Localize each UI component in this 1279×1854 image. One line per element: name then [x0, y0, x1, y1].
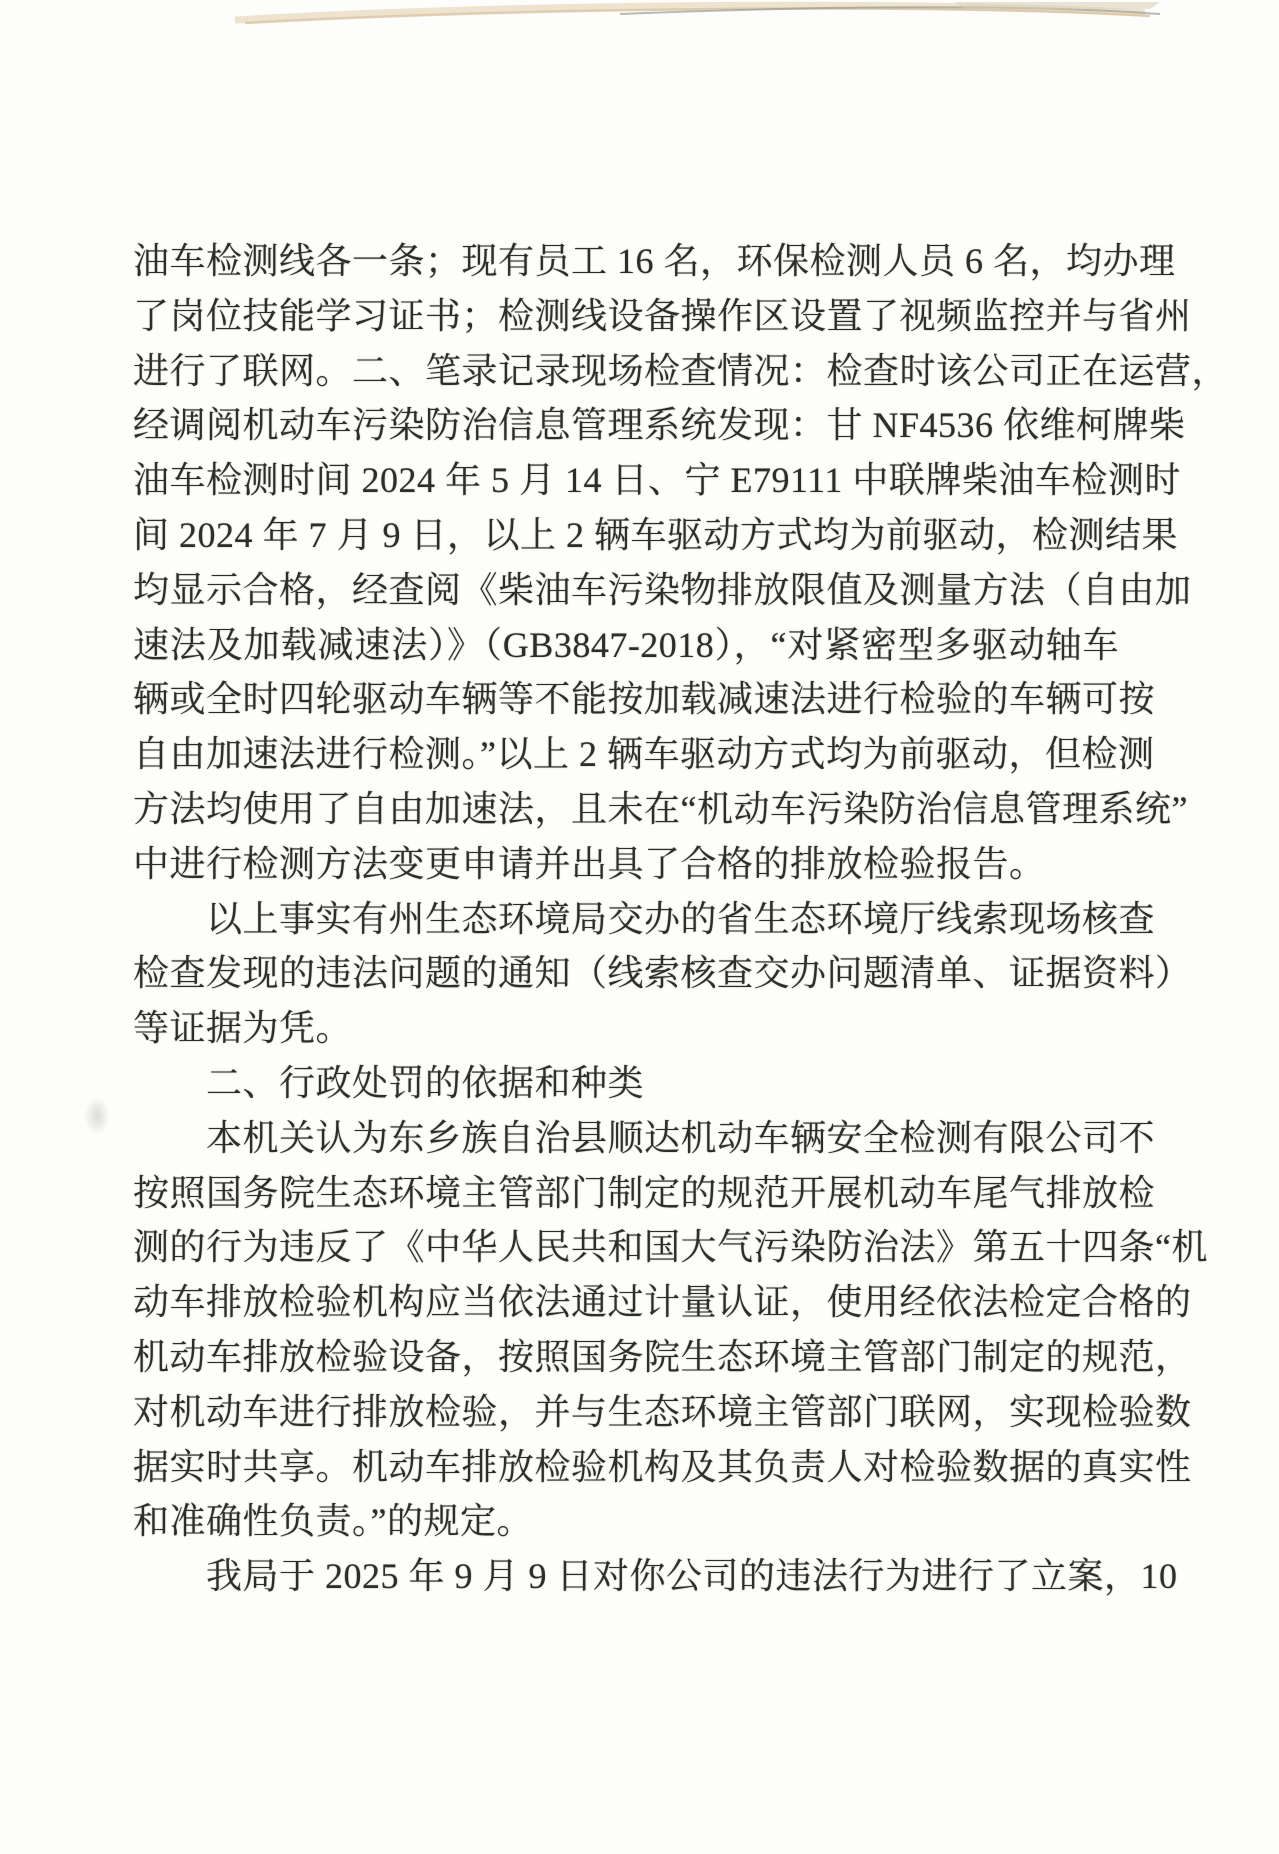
scan-speck — [84, 1096, 110, 1136]
text-line: 对机动车进行排放检验，并与生态环境主管部门联网，实现检验数 — [133, 1391, 1192, 1432]
text-line: 和准确性负责。”的规定。 — [133, 1501, 533, 1542]
text-line: 检查发现的违法问题的通知（线索核查交办问题清单、证据资料） — [133, 953, 1192, 994]
text-line: 辆或全时四轮驱动车辆等不能按加载减速法进行检验的车辆可按 — [133, 679, 1156, 720]
text-line: 间 2024 年 7 月 9 日，以上 2 辆车驱动方式均为前驱动，检测结果 — [133, 514, 1179, 555]
text-line: 按照国务院生态环境主管部门制定的规范开展机动车尾气排放检 — [133, 1172, 1156, 1213]
text-line: 我局于 2025 年 9 月 9 日对你公司的违法行为进行了立案，10 — [206, 1556, 1178, 1597]
text-line: 方法均使用了自由加速法，且未在“机动车污染防治信息管理系统” — [133, 788, 1188, 829]
text-line: 动车排放检验机构应当依法通过计量认证，使用经依法检定合格的 — [133, 1282, 1192, 1323]
text-line: 中进行检测方法变更申请并出具了合格的排放检验报告。 — [133, 843, 1046, 884]
text-line: 进行了联网。二、笔录记录现场检查情况：检查时该公司正在运营， — [133, 350, 1229, 391]
text-line: 等证据为凭。 — [133, 1008, 353, 1049]
text-line: 以上事实有州生态环境局交办的省生态环境厅线索现场核查 — [206, 898, 1156, 939]
text-line: 二、行政处罚的依据和种类 — [206, 1062, 645, 1103]
text-line: 测的行为违反了《中华人民共和国大气污染防治法》第五十四条“机 — [133, 1227, 1208, 1268]
text-line: 经调阅机动车污染防治信息管理系统发现：甘 NF4536 依维柯牌柴 — [133, 405, 1186, 446]
scan-edge-artifact — [0, 0, 1279, 48]
document-body — [133, 234, 1229, 1604]
text-line: 速法及加载减速法）》（GB3847-2018），“对紧密型多驱动轴车 — [133, 624, 1119, 665]
text-line: 机动车排放检验设备，按照国务院生态环境主管部门制定的规范， — [133, 1336, 1192, 1377]
text-line: 本机关认为东乡族自治县顺达机动车辆安全检测有限公司不 — [206, 1117, 1156, 1158]
text-line: 均显示合格，经查阅《柴油车污染物排放限值及测量方法（自由加 — [133, 569, 1192, 610]
text-line: 油车检测时间 2024 年 5 月 14 日、宁 E79111 中联牌柴油车检测时 — [133, 460, 1181, 501]
text-line: 据实时共享。机动车排放检验机构及其负责人对检验数据的真实性 — [133, 1446, 1192, 1487]
text-line: 自由加速法进行检测。”以上 2 辆车驱动方式均为前驱动，但检测 — [133, 734, 1155, 775]
text-line: 了岗位技能学习证书；检测线设备操作区设置了视频监控并与省州 — [133, 295, 1192, 336]
text-line: 油车检测线各一条；现有员工 16 名，环保检测人员 6 名，均办理 — [133, 241, 1176, 281]
